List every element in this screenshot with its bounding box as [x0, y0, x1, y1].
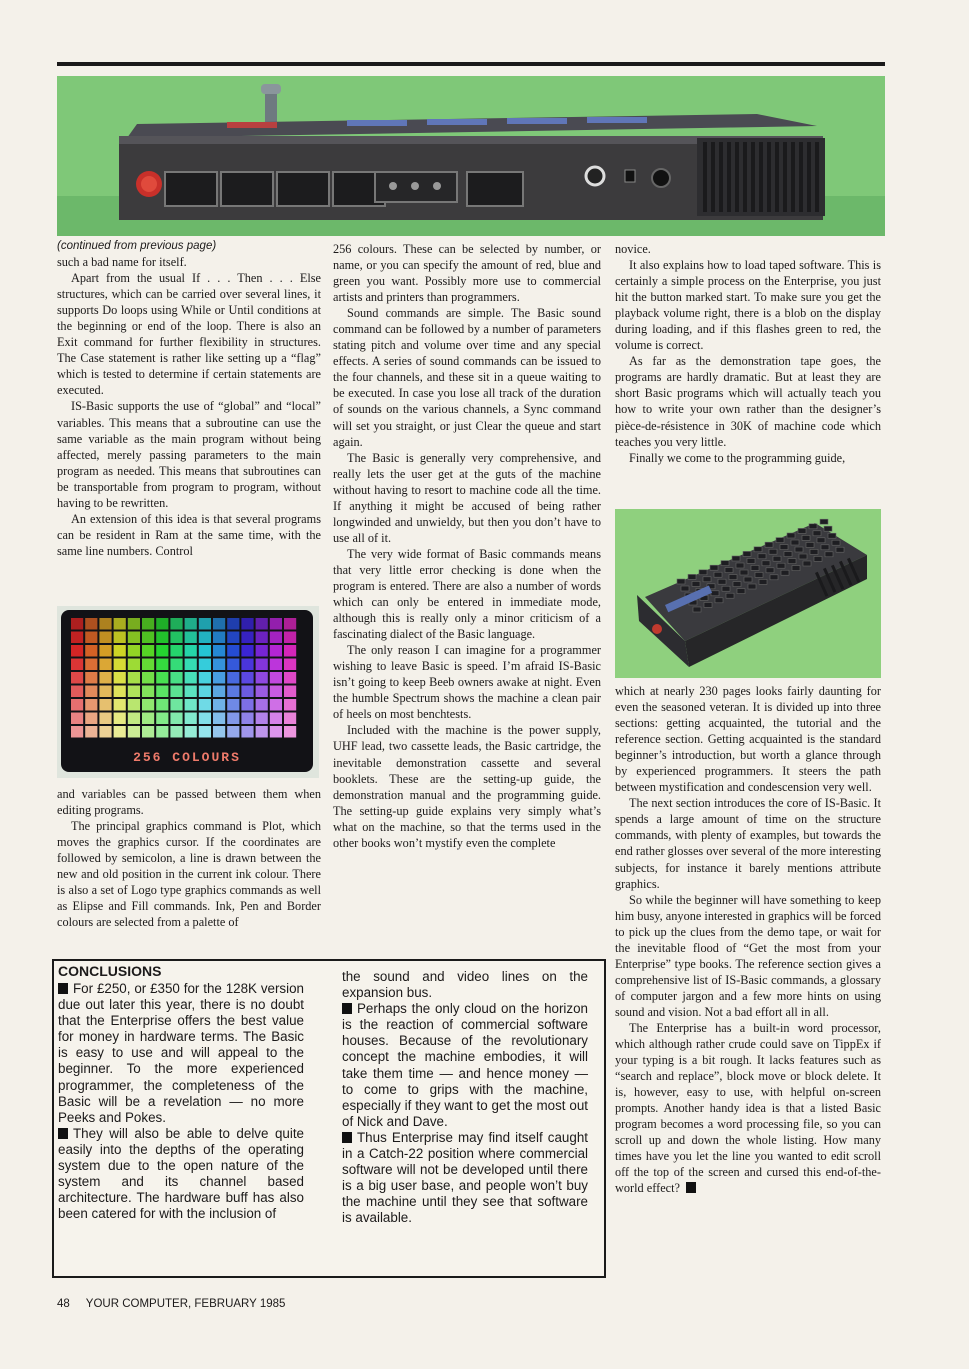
- conclusion-point: [342, 1130, 588, 1227]
- paragraph: which at nearly 230 pages looks fairly daunting for even the seasoned veteran. It is divided up into three sections: getting acquainted, the tutorial and the reference section. Getting acquainted is the standard beginner’s introduction, but worth a glance through by experienced programmers. It steers the path between mystification and condescension very well.: [615, 684, 881, 795]
- paragraph: So while the beginner will have something to keep him busy, anyone interested in graphics will be forced to pick up the clues from the demo tape, or wait for the inevitable flood of “Get the most from your Enterprise” type books. The reference section gives a comprehensive list of IS-Basic commands, a glossary of computer jargon and a few more hints on using sound and vision. Not a bad effort all in all.: [615, 892, 881, 1019]
- paragraph: IS-Basic supports the use of “global” and “local” variables. This means that a subroutine can use the same variable as the main program without being affected, merely passing parameters to the main program as needed. This means that subroutines can be transportable from program to program, without having to be rewritten.: [57, 399, 321, 510]
- column-1-lower: [57, 786, 321, 930]
- bullet-square-icon: [58, 1128, 68, 1139]
- conclusions-left-column: [58, 981, 304, 1222]
- conclusion-point: [58, 981, 304, 1126]
- page-footer: [57, 1298, 301, 1310]
- computer-rear-photo: [57, 76, 885, 236]
- bullet-square-icon: [58, 983, 68, 994]
- column-3-upper: [615, 241, 881, 466]
- bullet-square-icon: [342, 1003, 352, 1014]
- paragraph: The principal graphics command is Plot, which moves the graphics cursor. If the coordinates are followed by semicolon, a line is drawn between the new and old position in the current ink colour. There is also a set of Logo type graphics commands as well as Elipse and Fill commands. Ink, Pen and Border colours are selected from a palette of: [57, 819, 321, 930]
- paragraph: It also explains how to load taped software. This is certainly a simple process on the Enterprise, you just hit the button marked start. To make sure you get the playback volume right, there is a blob on the display during loading, and if this flashes green to red, the volume is correct.: [615, 258, 881, 353]
- paragraph: As far as the demonstration tape goes, the programs are hardly dramatic. But at least they are short Basic programs which will actually teach you how to write your own rather than the designer’s pièce-de-résistence in 30K of machine code which teaches you very little.: [615, 354, 881, 449]
- colour-palette-photo: [57, 606, 319, 778]
- conclusions-title: CONCLUSIONS: [58, 963, 162, 979]
- bullet-square-icon: [342, 1132, 352, 1143]
- conclusion-text: For £250, or £350 for the 128K version due out later this year, there is no doubt that the Enterprise offers the best value for money in hardware terms. The Basic is easy to use and will appeal to the beginner. To the more experienced programmer, the completeness of the Basic will be a revelation — no more Peeks and Pokes.: [58, 981, 304, 1125]
- conclusion-text: Perhaps the only cloud on the horizon is the reaction of commercial software houses. Because of the revolutionary concept the machine embodies, it will take them time — and hence money — to come to grips with the machine, especially if they want to get the most out of Nick and Dave.: [342, 1001, 588, 1129]
- paragraph: Finally we come to the programming guide,: [629, 450, 846, 465]
- page-number: 48: [57, 1298, 70, 1310]
- screen-label: 256 COLOURS: [133, 750, 241, 765]
- end-mark-icon: [686, 1182, 696, 1193]
- paragraph: 256 colours. These can be selected by number, or name, or you can specify the amount of red, blue and green you want. Possibly more use to commercial artists and printers than programmers.: [333, 242, 601, 305]
- paragraph: The next section introduces the core of IS-Basic. It spends a large amount of time on the structure commands, with plenty of examples, but towards the end rather glosses over several of the more interesting subjects, for instance it barely mentions attribute graphics.: [615, 796, 881, 891]
- magazine-title: YOUR COMPUTER, FEBRUARY 1985: [85, 1298, 286, 1310]
- top-rule: [57, 62, 885, 66]
- paragraph: Sound commands are simple. The Basic sound command can be followed by a number of parameters stating pitch and volume over time and any special effects. A series of sound commands can be issued to the four channels, and these sit in a queue waiting to be executed. In case you lose all track of the duration of sounds on the various channels, a Sync command will set you straight, or just Clear the queue and start again.: [333, 306, 601, 449]
- paragraph: An extension of this idea is that several programs can be resident in Ram at the same time, with the same line numbers. Control: [57, 511, 321, 558]
- conclusion-continued: the sound and video lines on the expansion bus.: [342, 969, 588, 1001]
- column-1-upper: [57, 238, 321, 559]
- conclusion-text: They will also be able to delve quite easily into the depths of the operating system due to the open nature of the system and its channel based architecture. The hardware buff has also been catered for with the inclusion of: [58, 1125, 304, 1222]
- column-2: [333, 241, 601, 851]
- conclusions-right-column: [342, 969, 588, 1227]
- conclusion-point: [58, 1126, 304, 1223]
- continued-caption: (continued from previous page): [57, 240, 217, 252]
- paragraph: novice.: [615, 242, 651, 256]
- paragraph: The only reason I can imagine for a programmer wishing to leave Basic is speed. I’m afraid IS-Basic isn’t going to keep Beeb owners awake at night. Even the humble Spectrum shows the machine a clean pair of heels on most benchtests.: [333, 643, 601, 722]
- conclusions-box: [52, 959, 606, 1278]
- paragraph: The Basic is generally very comprehensive, and really lets the user get at the guts of the machine without having to resort to machine code all the time. If anything it might be accused of being rather longwinded and unwieldy, but then you don’t have to use all of it.: [333, 450, 601, 545]
- column-3-lower: [615, 683, 881, 1197]
- paragraph-text: The Enterprise has a built-in word processor, which although rather crude could save on TippEx if your typing is a bit rough. It lacks features such as “search and replace”, block move or block delete. It is, however, easy to use, with helpful on-screen prompts. Another handy idea is that a listed Basic program becomes a word processing file, so you can scroll up and down the whole listing. How many times have you let the line you wanted to edit scroll off the top of the screen and cursed this end-of-the-world effect?: [615, 1020, 881, 1196]
- paragraph: The very wide format of Basic commands means that very little error checking is done when the program is entered. There are also a number of words which can only be entered in immediate mode, although this is really only a minor criticism of a fascinating dialect of the Basic language.: [333, 546, 601, 642]
- paragraph: and variables can be passed between them when editing programs.: [57, 787, 321, 818]
- paragraph: Included with the machine is the power supply, UHF lead, two cassette leads, the Basic cartridge, the inevitable demonstration cassette and several booklets. These are the setting-up guide, the demonstration manual and the programming guide. The setting-up guide explains very simply what’s what on the machine, so that the terms used in the other books won’t mystify even the complete: [333, 723, 601, 850]
- conclusion-point: [342, 1001, 588, 1130]
- conclusion-text: Thus Enterprise may find itself caught in a Catch-22 position where commercial software will not be developed until there is a big user base, and people won’t buy the machine until they see that software is available.: [342, 1129, 588, 1226]
- paragraph: Apart from the usual If . . . Then . . . Else structures, which can be carried over several lines, it supports Do loops using While or Until conditions at the beginning or end of the loop. There is also an Exit command for further flexibility in structures. The Case statement is rather like setting up a “flag” which is tested to determine if certain statements are executed.: [57, 271, 321, 398]
- paragraph: such a bad name for itself.: [57, 255, 187, 270]
- computer-keyboard-photo: [615, 509, 881, 678]
- paragraph: [615, 1020, 881, 1197]
